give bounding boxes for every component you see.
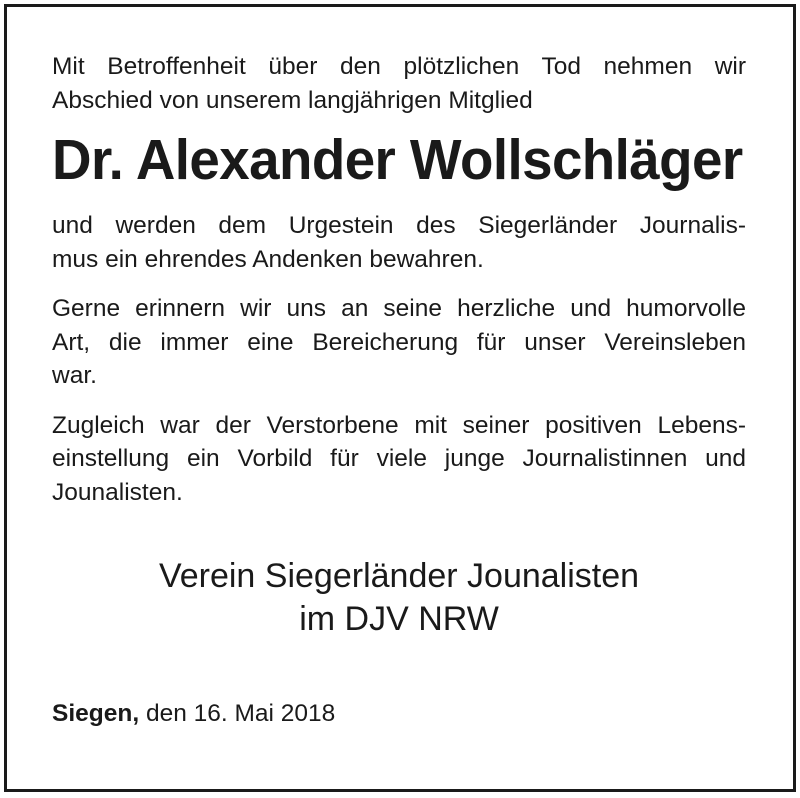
paragraph-3-line-3: Jounalisten.: [52, 478, 183, 506]
signature-line-2: im DJV NRW: [299, 600, 499, 638]
paragraph-3-line-1: Zugleich war der Verstorbene mit seiner positiven Lebens-: [52, 411, 746, 439]
paragraph-remembrance: [52, 209, 746, 276]
obituary-notice: [52, 50, 746, 729]
intro-line-2: Abschied von unserem langjährigen Mitglied: [52, 86, 533, 114]
paragraph-2-line-1: Gerne erinnern wir uns an seine herzliche und humorvolle: [52, 295, 746, 322]
signature-line-1: Verein Siegerländer Jounalisten: [158, 557, 640, 595]
paragraph-role-model: [52, 409, 746, 510]
date: den 16. Mai 2018: [139, 700, 336, 727]
paragraph-1-line-2: mus ein ehrendes Andenken bewahren.: [52, 245, 484, 273]
organization-signature: [52, 555, 746, 641]
paragraph-character: [52, 292, 746, 393]
paragraph-1-line-1: und werden dem Urgestein des Siegerländer Journalis-: [52, 212, 746, 239]
paragraph-3-line-2: einstellung ein Vorbild für viele junge Journalistinnen und: [52, 445, 746, 472]
intro-text: [52, 50, 746, 117]
place: Siegen,: [52, 700, 140, 727]
place-and-date: [52, 699, 746, 729]
paragraph-2-line-3: war.: [52, 362, 97, 389]
paragraph-2-line-2: Art, die immer eine Bereicherung für unser Vereinsleben: [52, 328, 746, 356]
deceased-name: Dr. Alexander Wollschläger: [52, 128, 743, 192]
intro-line-1: Mit Betroffenheit über den plötzlichen Tod nehmen wir: [52, 53, 746, 80]
